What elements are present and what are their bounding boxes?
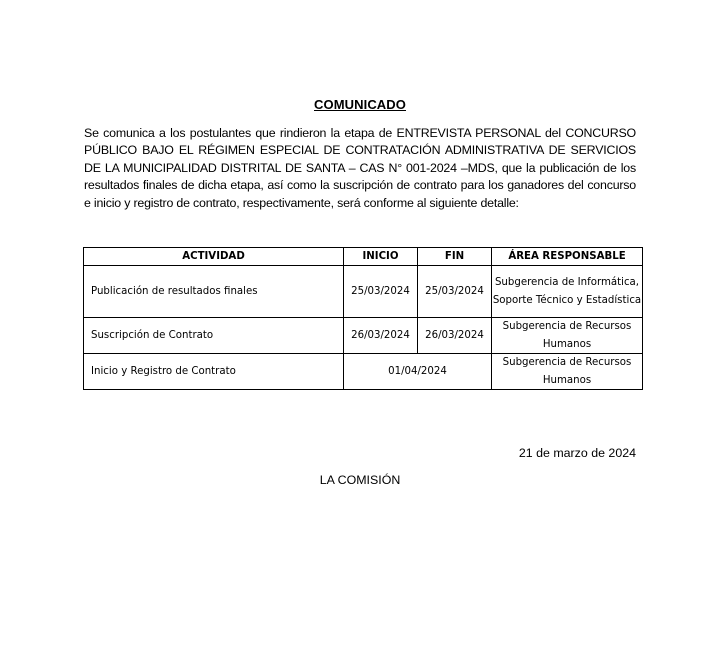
cell-end: 25/03/2024 bbox=[418, 266, 492, 318]
announcement-paragraph: Se comunica a los postulantes que rindieron la etapa de ENTREVISTA PERSONAL del CONCURSO PÚBLICO BAJO EL RÉGIMEN ESPECIAL DE CONTRATACIÓN ADMINISTRATIVA DE SERVICIOS DE LA MUNICIPALIDAD DISTRITAL DE SANTA – CAS N° 001-2024 –MDS, que la publicación de los resultados finales de dicha etapa, así como la suscripción de contrato para los ganadores del concurso e inicio y registro de contrato, respectivamente, será conforme al siguiente detalle: bbox=[84, 126, 636, 210]
table-row bbox=[84, 266, 643, 318]
cell-area: Subgerencia de Recursos Humanos bbox=[492, 354, 643, 390]
table-header-row bbox=[84, 248, 643, 266]
document-title: COMUNICADO bbox=[314, 97, 406, 112]
header-activity: ACTIVIDAD bbox=[84, 248, 344, 266]
document-date: 21 de marzo de 2024 bbox=[518, 446, 636, 460]
cell-activity: Inicio y Registro de Contrato bbox=[84, 354, 344, 390]
table-row bbox=[84, 318, 643, 354]
cell-start: 26/03/2024 bbox=[344, 318, 418, 354]
cell-area: Subgerencia de Recursos Humanos bbox=[492, 318, 643, 354]
header-start: INICIO bbox=[344, 248, 418, 266]
cell-activity: Suscripción de Contrato bbox=[84, 318, 344, 354]
table-row bbox=[84, 354, 643, 390]
header-area: ÁREA RESPONSABLE bbox=[492, 248, 643, 266]
header-end: FIN bbox=[418, 248, 492, 266]
signature: LA COMISIÓN bbox=[319, 473, 401, 487]
cell-activity: Publicación de resultados finales bbox=[84, 266, 344, 318]
schedule-table bbox=[83, 247, 643, 390]
cell-date: 01/04/2024 bbox=[344, 354, 492, 390]
cell-area: Subgerencia de Informática, Soporte Técnico y Estadística bbox=[492, 266, 643, 318]
cell-start: 25/03/2024 bbox=[344, 266, 418, 318]
cell-end: 26/03/2024 bbox=[418, 318, 492, 354]
